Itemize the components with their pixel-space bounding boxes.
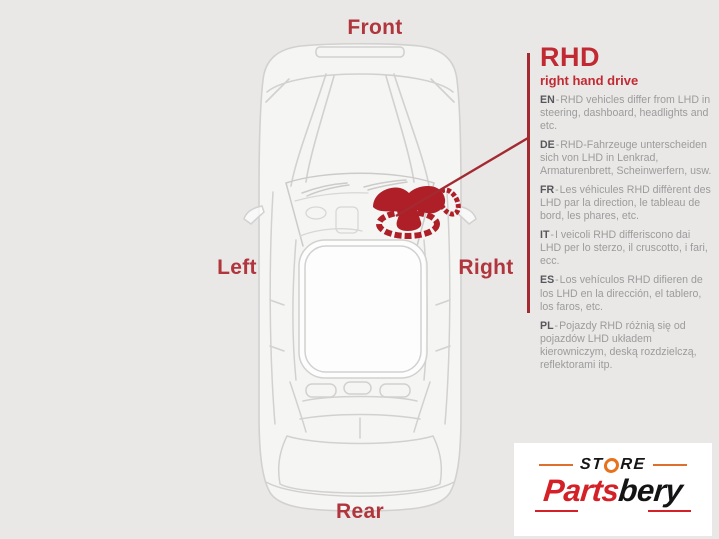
panel-vertical-rule — [527, 53, 530, 313]
brand-first: Parts — [541, 473, 621, 508]
language-code: PL — [540, 319, 554, 332]
logo-store-row — [514, 456, 712, 474]
label-front: Front — [347, 16, 403, 39]
store-suffix: RE — [620, 456, 647, 473]
brand-underline-right — [648, 510, 691, 512]
separator: - — [555, 274, 559, 287]
store-prefix: ST — [579, 456, 605, 473]
language-text: Pojazdy RHD różnią się od pojazdów LHD układem kierowniczym, deską rozdzielczą, reflektorami itp. — [540, 319, 697, 371]
language-paragraph-de — [540, 139, 714, 178]
brand-second: bery — [616, 473, 685, 508]
language-text: I veicoli RHD differiscono dai LHD per lo sterzo, il cruscotto, i fari, ecc. — [540, 229, 708, 268]
language-code: IT — [540, 229, 550, 242]
logo-right-line — [653, 464, 687, 466]
store-o-ring-icon — [604, 458, 620, 473]
language-paragraph-en — [540, 94, 714, 133]
label-left: Left — [217, 256, 257, 279]
language-code: ES — [540, 274, 555, 287]
label-rear: Rear — [336, 500, 384, 523]
language-paragraph-pl — [540, 320, 714, 372]
language-code: FR — [540, 184, 555, 197]
language-code: DE — [540, 139, 555, 152]
separator: - — [554, 319, 559, 332]
separator: - — [550, 229, 554, 242]
separator: - — [555, 94, 560, 107]
panel-subtitle: right hand drive — [540, 73, 639, 88]
language-text: Les véhicules RHD diffèrent des LHD par la direction, le tableau de bord, les phares, etc. — [540, 184, 711, 223]
logo-brand-text — [512, 475, 713, 506]
language-text: RHD-Fahrzeuge unterscheiden sich von LHD in Lenkrad, Armaturenbrett, Scheinwerfern, usw. — [540, 139, 712, 178]
language-text: RHD vehicles differ from LHD in steering, dashboard, headlights and etc. — [540, 94, 711, 133]
language-paragraph-es — [540, 274, 714, 313]
logo-left-line — [539, 464, 573, 466]
partsbery-logo — [514, 443, 712, 536]
panel-title: RHD — [540, 42, 600, 72]
language-text: Los vehículos RHD difieren de los LHD en la dirección, el tablero, los faros, etc. — [540, 274, 703, 313]
brand-underline-left — [535, 510, 578, 512]
rhd-info-panel — [540, 44, 714, 372]
logo-underlines — [514, 510, 712, 512]
separator: - — [555, 139, 560, 152]
separator: - — [555, 184, 559, 197]
language-paragraph-fr — [540, 184, 714, 223]
language-paragraph-it — [540, 229, 714, 268]
language-code: EN — [540, 94, 555, 107]
logo-store-text — [580, 456, 647, 474]
label-right: Right — [458, 256, 514, 279]
